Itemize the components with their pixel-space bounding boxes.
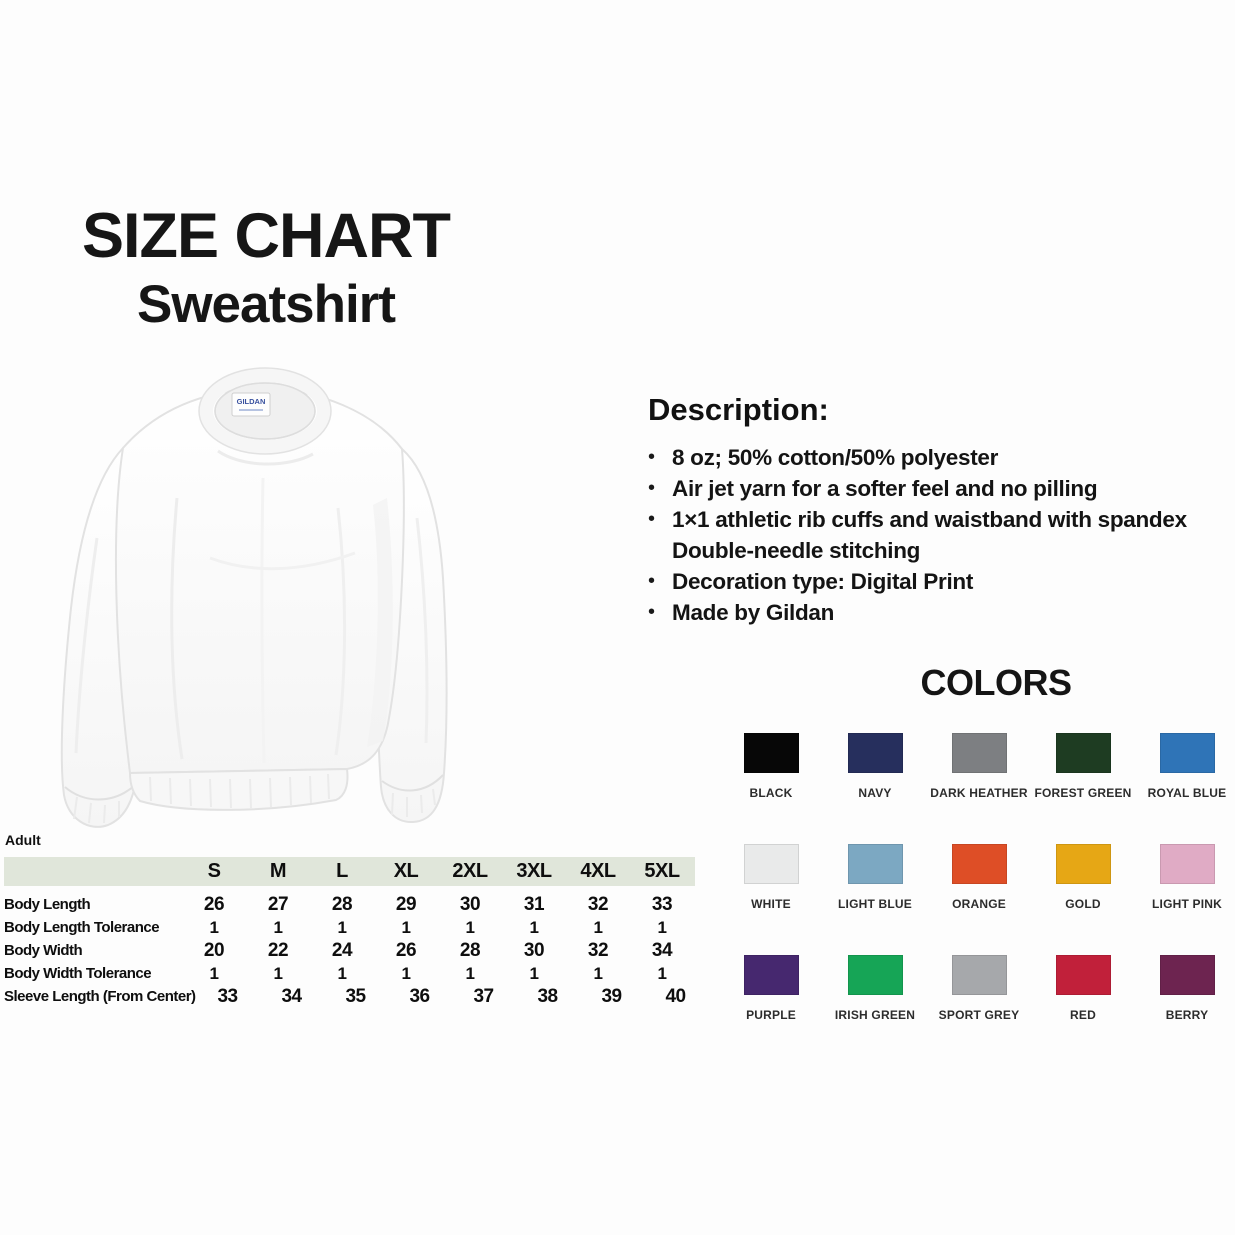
bullet-dot-icon: • bbox=[648, 570, 656, 592]
color-swatch-gold bbox=[1031, 844, 1135, 911]
page-subtitle: Sweatshirt bbox=[136, 275, 396, 334]
bullet-dot-icon: • bbox=[648, 477, 656, 499]
swatch-chip bbox=[1160, 955, 1215, 995]
neck-tag bbox=[232, 393, 270, 416]
color-swatch-grid bbox=[719, 733, 1235, 1022]
swatch-chip bbox=[848, 955, 903, 995]
swatch-label: DARK HEATHER bbox=[930, 786, 1028, 800]
table-row-body-width: Body Width 20 22 24 26 28 30 32 34 bbox=[4, 939, 673, 961]
column-header: 5XL bbox=[644, 860, 680, 882]
column-header: L bbox=[336, 860, 348, 882]
bullet-dot-icon: • bbox=[648, 446, 656, 468]
bullet-dot-icon: • bbox=[648, 508, 656, 530]
table-row-sleeve-length: Sleeve Length (From Center) 33 34 35 36 37 38 39 40 bbox=[4, 985, 686, 1007]
swatch-label: PURPLE bbox=[746, 1008, 796, 1022]
sweatshirt-image bbox=[55, 352, 505, 864]
column-header: 4XL bbox=[580, 860, 616, 882]
color-swatch-berry bbox=[1135, 955, 1235, 1022]
color-swatch-forest-green bbox=[1031, 733, 1135, 800]
swatch-chip bbox=[848, 733, 903, 773]
size-table-header bbox=[4, 857, 695, 886]
swatch-label: BERRY bbox=[1165, 1008, 1209, 1022]
page-title: SIZE CHART bbox=[82, 201, 450, 271]
swatch-label: GOLD bbox=[1065, 897, 1101, 911]
swatch-label: LIGHT BLUE bbox=[838, 897, 912, 911]
description-item: • Decoration type: Digital Print bbox=[648, 566, 1235, 597]
column-header: 3XL bbox=[516, 860, 552, 882]
column-header: S bbox=[207, 860, 221, 882]
swatch-chip bbox=[1056, 733, 1111, 773]
color-swatch-black bbox=[719, 733, 823, 800]
color-swatch-irish-green bbox=[823, 955, 927, 1022]
swatch-chip bbox=[1056, 955, 1111, 995]
swatch-label: IRISH GREEN bbox=[834, 1008, 916, 1022]
swatch-label: BLACK bbox=[749, 786, 793, 800]
table-row-body-length-tolerance: Body Length Tolerance 1 1 1 1 1 1 1 1 bbox=[4, 917, 667, 937]
color-swatch-royal-blue bbox=[1135, 733, 1235, 800]
swatch-label: ORANGE bbox=[952, 897, 1006, 911]
color-swatch-red bbox=[1031, 955, 1135, 1022]
color-swatch-sport-grey bbox=[927, 955, 1031, 1022]
swatch-label: RED bbox=[1070, 1008, 1096, 1022]
description-item: • Made by Gildan bbox=[648, 597, 1235, 628]
swatch-label: LIGHT PINK bbox=[1152, 897, 1222, 911]
color-swatch-navy bbox=[823, 733, 927, 800]
table-row-body-length: Body Length 26 27 28 29 30 31 32 33 bbox=[4, 893, 673, 915]
swatch-chip bbox=[744, 844, 799, 884]
color-swatch-dark-heather bbox=[927, 733, 1031, 800]
color-swatch-orange bbox=[927, 844, 1031, 911]
size-group-label: Adult bbox=[5, 832, 41, 848]
swatch-chip bbox=[1160, 733, 1215, 773]
title-block bbox=[75, 201, 457, 334]
description-item: • 1×1 athletic rib cuffs and waistband with spandex Double-needle stitching bbox=[648, 504, 1235, 566]
swatch-chip bbox=[1160, 844, 1215, 884]
neck-tag-label: GILDAN bbox=[236, 397, 266, 406]
color-swatch-white bbox=[719, 844, 823, 911]
size-table bbox=[4, 857, 695, 1008]
swatch-chip bbox=[848, 844, 903, 884]
description-item: • 8 oz; 50% cotton/50% polyester bbox=[648, 442, 1235, 473]
color-swatch-light-pink bbox=[1135, 844, 1235, 911]
swatch-label: ROYAL BLUE bbox=[1147, 786, 1227, 800]
swatch-chip bbox=[952, 844, 1007, 884]
sweatshirt-illustration bbox=[55, 352, 505, 864]
swatch-label: WHITE bbox=[751, 897, 791, 911]
swatch-chip bbox=[744, 955, 799, 995]
description-item: • Air jet yarn for a softer feel and no pilling bbox=[648, 473, 1235, 504]
description-list bbox=[648, 442, 1235, 628]
swatch-label: NAVY bbox=[858, 786, 892, 800]
column-header: 2XL bbox=[452, 860, 488, 882]
swatch-chip bbox=[744, 733, 799, 773]
swatch-label: SPORT GREY bbox=[938, 1008, 1020, 1022]
description-heading: Description: bbox=[648, 392, 829, 427]
swatch-chip bbox=[1056, 844, 1111, 884]
column-header: M bbox=[269, 860, 287, 882]
swatch-chip bbox=[952, 733, 1007, 773]
description-section bbox=[648, 392, 1235, 628]
color-swatch-purple bbox=[719, 955, 823, 1022]
colors-heading: COLORS bbox=[920, 662, 1072, 703]
swatch-chip bbox=[952, 955, 1007, 995]
table-row-body-width-tolerance: Body Width Tolerance 1 1 1 1 1 1 1 1 bbox=[4, 963, 667, 983]
color-swatch-light-blue bbox=[823, 844, 927, 911]
column-header: XL bbox=[393, 860, 419, 882]
swatch-label: FOREST GREEN bbox=[1034, 786, 1132, 800]
bullet-dot-icon: • bbox=[648, 601, 656, 623]
